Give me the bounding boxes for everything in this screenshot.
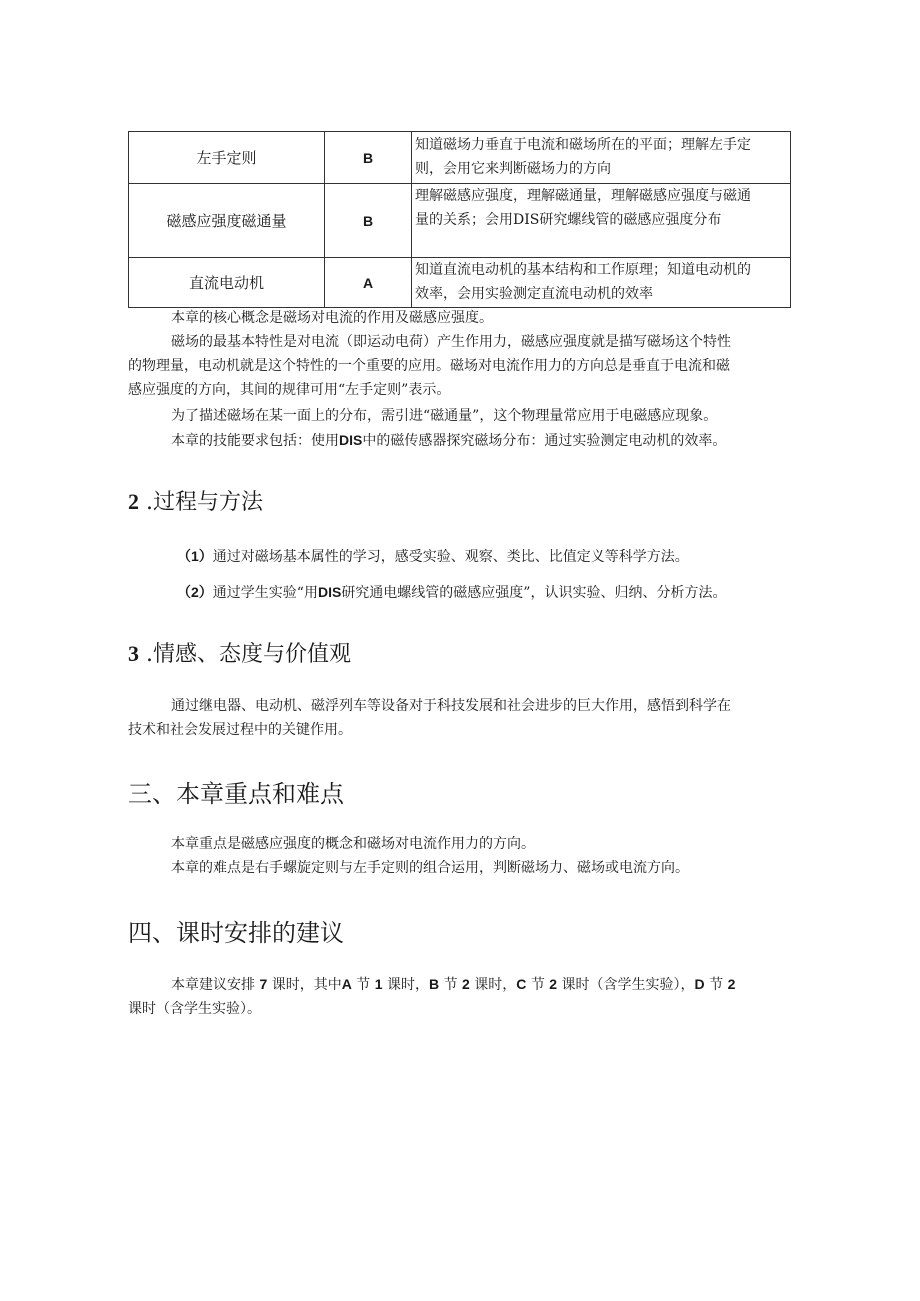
schedule-paragraph [128,972,793,1021]
description-cell [412,184,791,258]
difficulty-line: 本章的难点是右手螺旋定则与左手定则的组合运用，判断磁场力、磁场或电流方向。 [171,860,689,876]
level-cell: B [325,132,412,184]
desc-line: 量的关系；会用DIS研究螺线管的磁感应强度分布 [415,212,722,228]
level-cell: B [325,184,412,258]
section-heading-3: 3 .情感、态度与价值观 [128,641,351,667]
table-row [129,184,791,258]
intro-paragraph-1: 本章的核心概念是磁场对电流的作用及磁感应强度。 [171,310,493,326]
text-line: 通过继电器、电动机、磁浮列车等设备对于科技发展和社会进步的巨大作用，感悟到科学在 [171,698,731,714]
section-heading-2: 2 .过程与方法 [128,489,263,515]
description-cell [412,258,791,308]
list-item: （2）通过学生实验“用DIS研究通电螺线管的磁感应强度”，认识实验、归纳、分析方法。 [177,584,727,601]
desc-line: 知道直流电动机的基本结构和工作原理；知道电动机的 [415,262,751,278]
intro-paragraph-3: 为了描述磁场在某一面上的分布，需引进“磁通量”，这个物理量常应用于电磁感应现象。 [171,408,718,424]
objectives-table [128,131,791,308]
level-cell: A [325,258,412,308]
topic-cell: 左手定则 [129,132,325,184]
topic-cell: 直流电动机 [129,258,325,308]
text-line: 本章建议安排 7 课时，其中A 节 1 课时，B 节 2 课时，C 节 2 课时（含学生实验），D 节 2 [171,976,736,993]
text-line: 课时（含学生实验）。 [128,1001,261,1017]
part-heading-3: 三、本章重点和难点 [128,780,344,808]
text-line: 的物理量，电动机就是这个特性的一个重要的应用。磁场对电流作用力的方向总是垂直于电流和磁 [128,358,730,374]
intro-paragraph-4: 本章的技能要求包括：使用DIS中的磁传感器探究磁场分布：通过实验测定电动机的效率。 [171,432,727,449]
desc-line: 则，会用它来判断磁场力的方向 [415,161,611,177]
part-heading-4: 四、课时安排的建议 [128,919,344,947]
values-paragraph [128,694,793,742]
desc-line: 效率，会用实验测定直流电动机的效率 [415,286,653,302]
text-line: 磁场的最基本特性是对电流（即运动电荷）产生作用力，磁感应强度就是描写磁场这个特性 [171,334,731,350]
description-cell [412,132,791,184]
table-row [129,132,791,184]
desc-line: 理解磁感应强度，理解磁通量，理解磁感应强度与磁通 [415,188,751,204]
text-line: 感应强度的方向，其间的规律可用“左手定则”表示。 [128,382,451,398]
intro-paragraph-2 [128,330,793,402]
table-row [129,258,791,308]
desc-line: 知道磁场力垂直于电流和磁场所在的平面；理解左手定 [415,137,751,153]
topic-cell: 磁感应强度磁通量 [129,184,325,258]
text-line: 技术和社会发展过程中的关键作用。 [128,722,352,738]
key-points-line: 本章重点是磁感应强度的概念和磁场对电流作用力的方向。 [171,836,535,852]
list-item: （1）通过对磁场基本属性的学习，感受实验、观察、类比、比值定义等科学方法。 [177,548,689,565]
